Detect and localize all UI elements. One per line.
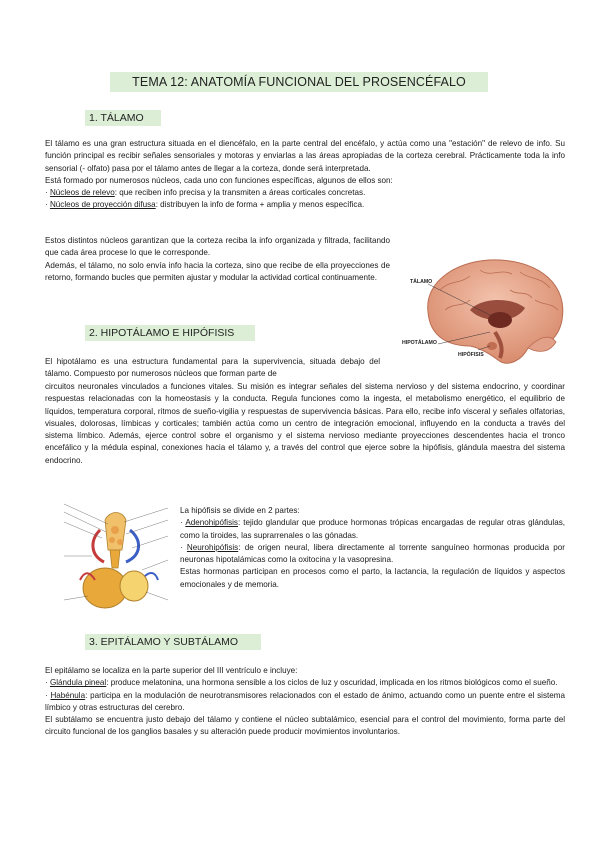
pituitary-illustration <box>60 500 172 615</box>
section-heading-talamo: 1. TÁLAMO <box>85 110 161 126</box>
paragraph: Además, el tálamo, no solo envía info hacia la corteza, sino que recibe de ella proyecciones de retorno, formando bucles que permiten ajustar y modular la actividad cortical continuamente. <box>45 260 390 282</box>
bullet-text: : que reciben info precisa y la transmiten a áreas corticales concretas. <box>114 188 366 198</box>
paragraph: La hipófisis se divide en 2 partes: <box>180 506 300 515</box>
section-hipotalamo-body <box>45 381 565 467</box>
paragraph: Estas hormonas participan en procesos como el parto, la lactancia, la regulación de líquidos y aspectos emocionales y de memoria. <box>180 567 565 589</box>
bullet-term: Habénula <box>50 690 86 700</box>
section-hipotalamo-intro <box>45 356 380 381</box>
bullet-text: : de origen neural, libera directamente al torrente sanguíneo hormonas producida por neuronas hipotalámicas como la oxitocina y la vasopresina. <box>180 542 565 565</box>
bullet-term: Núcleos de relevo <box>49 188 115 198</box>
bullet-term: Adenohipófisis <box>185 518 238 528</box>
page-title: TEMA 12: ANATOMÍA FUNCIONAL DEL PROSENCÉFALO <box>110 72 488 92</box>
brain-sagittal-illustration <box>400 250 570 375</box>
paragraph: El hipotálamo es una estructura fundamental para la supervivencia, situada debajo del tálamo. Compuesto por numerosos núcleos que forman parte de <box>45 357 380 379</box>
paragraph: Estos distintos núcleos garantizan que la corteza reciba la info organizada y filtrada, facilitando que cada área procese lo que le corresponde. <box>45 236 390 258</box>
bullet-item: · Núcleos de proyección difusa: distribuyen la info de forma + amplia y menos específica. <box>45 200 365 210</box>
bullet-item: · Adenohipófisis: tejido glandular que produce hormonas trópicas encargadas de regular otras glándulas, como la tiroides, las suprarrenales o las gónadas. <box>180 518 565 540</box>
paragraph: circuitos neuronales vinculados a funciones vitales. Su misión es integrar señales del sistema nervioso y del sistema endocrino, y coordinar respuestas relacionadas con la homeostasis y la conducta. Regula funciones como la ingesta, el metabolismo energético, el equilibrio de líquidos, temperatura corporal, ritmos de sueño-vigilia y respuestas de supervivencia básicas. Para ello, recibe info visceral y señales olfatorias, visuales, dolorosas, límbicas y corticales; también actúa como un centro de integración emocional, influyendo en la conducta a través del sistema límbico. Además, ejerce control sobre el organismo y el sistema nervioso mediante proyecciones descendentes hacia el tronco encefálico y la médula espinal, conexiones hacia el tálamo y, a través del control que ejerce sobre la hipófisis, glándula maestra del sistema endocrino. <box>45 382 565 465</box>
bullet-item: · Glándula pineal: produce melatonina, una hormona sensible a los ciclos de luz y oscuridad, implicada en los ritmos biológicos como el sueño. <box>45 678 558 688</box>
bullet-item: · Núcleos de relevo: que reciben info precisa y la transmiten a áreas corticales concretas. <box>45 188 366 198</box>
bullet-term: Glándula pineal <box>49 678 107 688</box>
paragraph: Está formado por numerosos núcleos, cada uno con funciones específicas, algunos de ellos son: <box>45 175 393 185</box>
bullet-item: · Neurohipófisis: de origen neural, libera directamente al torrente sanguíneo hormonas producida por neuronas hipotalámicas como la oxitocina y la vasopresina. <box>180 542 565 565</box>
paragraph: El tálamo es una gran estructura situada en el diencéfalo, en la parte central del encéfalo, y actúa como una "estación" de relevo de info. Su función principal es recibir señales sensoriales y motoras y enviarlas a las áreas apropiadas de la corteza cerebral. Prácticamente toda la info sensorial (- olfato) pasa por el tálamo antes de llegar a la corteza, donde será interpretada. <box>45 139 565 173</box>
bullet-text: : distribuyen la info de forma + amplia y menos específica. <box>155 200 365 210</box>
section-heading-epitalamo: 3. EPITÁLAMO Y SUBTÁLAMO <box>85 634 261 650</box>
bullet-term: Núcleos de proyección difusa <box>49 200 156 210</box>
section-hipofisis-body <box>180 505 565 591</box>
brain-figure <box>400 250 570 375</box>
section-epitalamo-body <box>45 665 565 739</box>
bullet-term: Neurohipófisis <box>186 542 239 552</box>
bullet-text: : produce melatonina, una hormona sensible a los ciclos de luz y oscuridad, implicada en los ritmos biológicos como el sueño. <box>106 678 558 688</box>
section-talamo-body-cont <box>45 235 390 284</box>
bullet-text: : participa en la modulación de neurotransmisores relacionados con el estado de ánimo, actuando como un puente entre el sistema límbico y otras estructuras del cerebro. <box>45 690 565 712</box>
label-talamo: TÁLAMO <box>410 279 433 285</box>
paragraph: El epitálamo se localiza en la parte superior del III ventrículo e incluye: <box>45 666 298 675</box>
label-hipofisis: HIPÓFISIS <box>458 352 484 358</box>
label-hipotalamo: HIPOTÁLAMO <box>402 340 437 346</box>
section-talamo-body <box>45 138 565 212</box>
pituitary-figure <box>60 500 172 615</box>
bullet-item: · Habénula: participa en la modulación de neurotransmisores relacionados con el estado de ánimo, actuando como un puente entre el sistema límbico y otras estructuras del cerebro. <box>45 690 565 712</box>
section-heading-hipotalamo: 2. HIPOTÁLAMO E HIPÓFISIS <box>85 325 255 341</box>
paragraph: El subtálamo se encuentra justo debajo del tálamo y contiene el núcleo subtalámico, esencial para el control del movimiento, forma parte del circuito funcional de los ganglios basales y su alteración puede producir movimientos involuntarios. <box>45 715 565 737</box>
bullet-text: : tejido glandular que produce hormonas trópicas encargadas de regular otras glándulas, como la tiroides, las suprarrenales o las gónadas. <box>180 518 565 540</box>
